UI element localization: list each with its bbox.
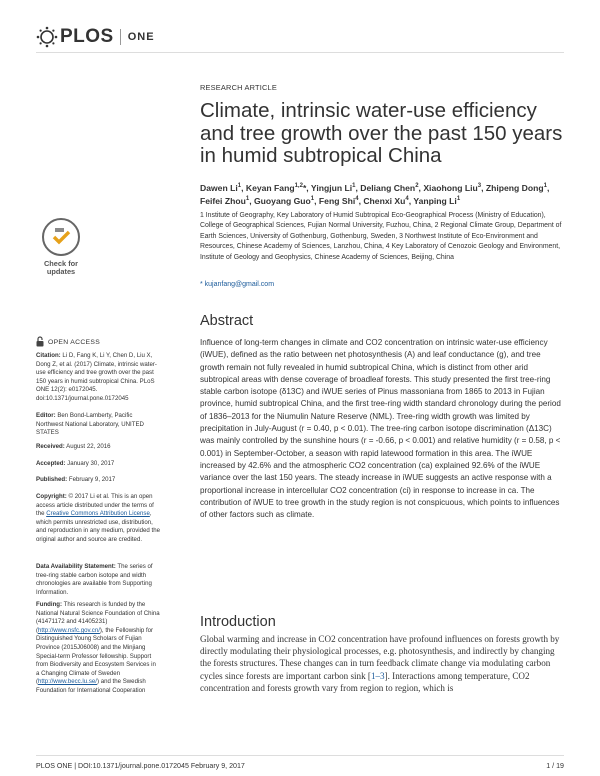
published-block: Published: February 9, 2017 (36, 476, 116, 483)
data-availability-block: Data Availability Statement: The series of tree-ring stable carbon isotope and width chronologies are available from Supporting Information. (36, 563, 153, 596)
introduction-heading: Introduction (200, 614, 276, 630)
received-block: Received: August 22, 2016 (36, 443, 111, 450)
check-updates-icon (42, 218, 80, 256)
plos-logo (36, 26, 155, 48)
introduction-text: Global warming and increase in CO2 concentration have profound influences on forests growth by directly modulating their physiological processes, e.g. photosynthesis, and indirectly by changing the forests structures. These changes can in turn feedback climate change via modulating carbon cycles since forests are important carbon sink [1–3]. Interactions among temperature, CO2 concentration and forests growth vary from region to region, which is (200, 634, 560, 693)
page-number: 1 / 19 (546, 762, 564, 770)
corresponding-email[interactable]: * kujanfang@gmail.com (200, 281, 275, 288)
footer-rule (36, 755, 564, 756)
accepted-block: Accepted: January 30, 2017 (36, 460, 115, 467)
reference-link[interactable]: 1–3 (370, 670, 385, 681)
article-title: Climate, intrinsic water-use efficiency and tree growth over the past 150 years in humid subtropical China (200, 99, 563, 167)
becc-link[interactable]: http://www.becc.lu.se/ (38, 678, 97, 686)
open-access-label: OPEN ACCESS (36, 336, 100, 349)
nsfc-link[interactable]: http://www.nsfc.gov.cn/ (38, 626, 100, 634)
header-rule (36, 52, 564, 53)
abstract-heading: Abstract (200, 313, 254, 329)
journal-name: ONE (127, 31, 155, 43)
citation-block: Citation: Li D, Fang K, Li Y, Chen D, Liu X, Dong Z, et al. (2017) Climate, intrinsic water-use efficiency and tree growth over the past 150 years in humid subtropical China. PLoS ONE 12(2): e0172045. doi:10.1371/journal.pone.0172045 (36, 352, 157, 402)
author-list: Dawen Li$^1$, Keyan Fang$^{1,2}$*, Yingjun Li$^1$, Deliang Chen$^2$, Xiaohong Liu$^3$, Zhipeng Dong$^1$, Feifei Zhou$^1$, Guoyang Guo$^1$, Feng Shi$^4$, Chenxi Xu$^4$, Yanping Li$^1$ (200, 183, 550, 206)
open-access-lock-icon (36, 336, 44, 349)
badge-label: Check for updates (43, 259, 79, 276)
affiliations: 1 Institute of Geography, Key Laboratory of Humid Subtropical Eco-Geographical Process (Ministry of Education), College of Geographical Sciences, Fujian Normal University, Fuzhou, China, 2 Regional Climate Group, Department of Earth Sciences, University of Gothenburg, Gothenburg, Sweden, 3 Northwest Institute of Eco-Environment and Resources, Chinese Academy of Sciences, Lanzhou, China, 4 Key Laboratory of Cenozoic Geology and Environment, Institute of Geology and Geophysics, Chinese Academy of Sciences, Beijing, China (200, 212, 562, 261)
logo-divider (120, 29, 121, 45)
abstract-text: Influence of long-term changes in climate and CO2 concentration on intrinsic water-use efficiency (iWUE), defined as the ratio between net photosynthesis (A) and leaf conductance (g), and tree growth remain not fully revealed in humid subtropical China, which is distinct from other arid subtropical areas with dense coverage of broadleaf forests. This study presented the first tree-ring stable carbon isotope (δ13C) and iWUE series of Pinus massoniana from 1865 to 2013 in Fujian province, humid subtropical China, and the first tree-ring width standard chronology during the period of 1836–2013 for the Niumulin Nature Reserve (NML). Tree-ring width growth was limited by precipitation in July-August (r = 0.40, p < 0.01). The tree-ring carbon isotope discrimination (Δ13C) was mainly controlled by the sunshine hours (r = -0.66, p < 0.001) and relative humidity (r = 0.58, p < 0.001) in September-October, a season with rapid latewood formation in this area. The iWUE increased by 42.6% and the atmospheric CO2 concentration (ca) explained 92.6% of the iWUE variance over the last 150 years. The steady increase in iWUE suggests an active response with a proportional increase in intercellular CO2 concentration (ci) in response to increase in ca. The contribution of iWUE to tree growth in the study region is not conspicuous, which points to influences of other factors such as climate. (200, 338, 561, 520)
cc-license-link[interactable]: Creative Commons Attribution License (46, 510, 150, 518)
article-type: RESEARCH ARTICLE (200, 83, 277, 92)
editor-block: Editor: Ben Bond-Lamberty, Pacific Northwest National Laboratory, UNITED STATES (36, 412, 144, 437)
footer-citation: PLOS ONE | DOI:10.1371/journal.pone.0172045 February 9, 2017 (36, 762, 245, 770)
funding-block: Funding: This research is funded by the National Natural Science Foundation of China (41471172 and 41405231) (http://www.nsfc.gov.cn/), the Fellowship for Distinguished Young Scholars of Fujian Province (2015J06008) and the Minjiang Special-term Professor fellowship. Support from Biodiversity and Ecosystem Services in a Changing Climate of Sweden (http://www.becc.lu.se/) and the Swedish Foundation for International Cooperation (36, 601, 160, 694)
plos-dots-icon (36, 26, 58, 48)
copyright-block: Copyright: © 2017 Li et al. This is an open access article distributed under the terms of the Creative Commons Attribution License, which permits unrestricted use, distribution, and reproduction in any medium, provided the original author and source are credited. (36, 493, 160, 543)
brand-name: PLOS (60, 26, 114, 47)
check-for-updates-badge[interactable] (38, 218, 84, 294)
